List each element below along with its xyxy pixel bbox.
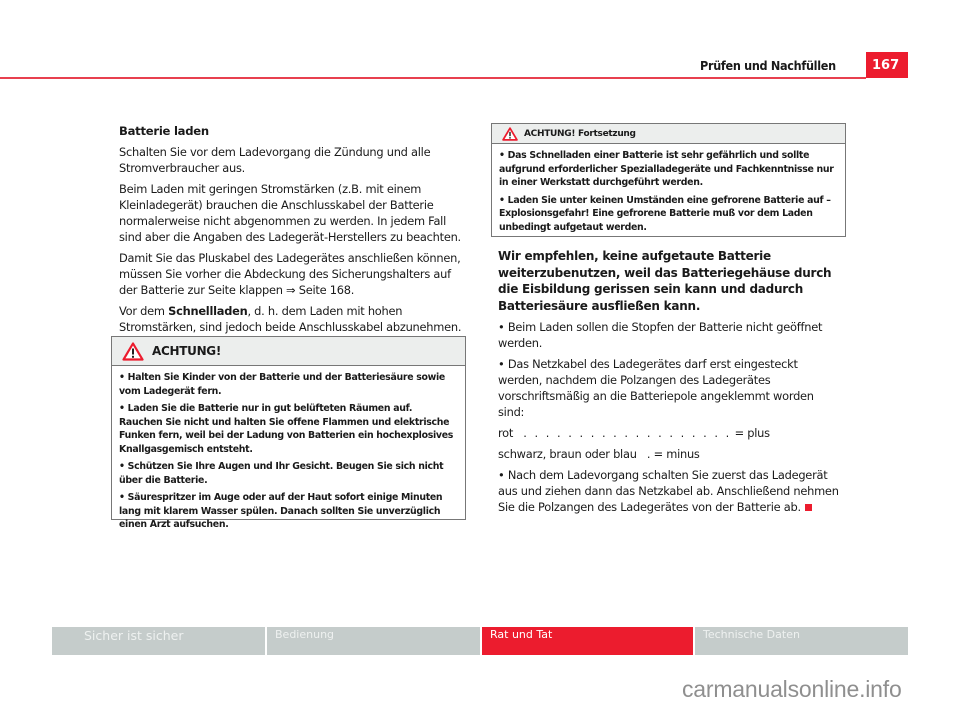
footer-tab-sicher-ist-sicher[interactable]: Sicher ist sicher bbox=[52, 627, 265, 655]
leader-dots: . . . . . . . . . . . . . . . . . . . bbox=[523, 426, 732, 440]
warning-item: • Schützen Sie Ihre Augen und Ihr Gesicht. Beugen Sie sich nicht über die Batterie. bbox=[119, 461, 444, 486]
bold-term: Schnellladen bbox=[168, 304, 248, 318]
text: • Nach dem Ladevorgang schalten Sie zuerst das Ladegerät aus und ziehen dann das Netzkabel ab. Anschließend nehmen Sie die Polzangen des Ladegerätes von der Batterie ab. bbox=[498, 468, 839, 514]
page-number: 167 bbox=[866, 52, 908, 78]
leader-dots: . bbox=[646, 447, 651, 461]
warning-title: ACHTUNG! Fortsetzung bbox=[524, 128, 636, 139]
end-of-section-icon bbox=[805, 504, 812, 511]
pole-label: rot bbox=[498, 426, 514, 440]
warning-triangle-icon bbox=[122, 342, 144, 361]
pole-row-black bbox=[498, 446, 843, 462]
warning-box bbox=[111, 336, 466, 530]
text: , d. h. dem Laden mit hohen Stromstärken, sind jedoch beide Anschlusskabel abzunehmen. bbox=[119, 304, 462, 334]
warning-header bbox=[112, 337, 465, 366]
pole-label: schwarz, braun oder blau bbox=[498, 447, 637, 461]
right-column bbox=[498, 248, 843, 520]
pole-row-red bbox=[498, 425, 843, 441]
warning-body bbox=[492, 144, 845, 242]
watermark: carmanualsonline.info bbox=[682, 676, 902, 702]
warning-item: • Halten Sie Kinder von der Batterie und der Batteriesäure sowie vom Ladegerät fern. bbox=[119, 372, 445, 397]
paragraph: Damit Sie das Pluskabel des Ladegerätes anschließen können, müssen Sie vorher die Abdeckung des Sicherungshalters auf der Batterie zur Seite klappen ⇒ Seite 168. bbox=[119, 251, 461, 297]
paragraph bbox=[498, 467, 843, 515]
paragraph: Beim Laden mit geringen Stromstärken (z.B. mit einem Kleinladegerät) brauchen die Anschlusskabel der Batterie normalerweise nicht abgenommen zu werden. In jedem Fall sind aber die Angaben des Ladegerät-Herstellers zu beachten. bbox=[119, 182, 461, 244]
warning-triangle-icon bbox=[502, 127, 518, 141]
warning-item: • Laden Sie die Batterie nur in gut belüfteten Räumen auf. Rauchen Sie nicht und halten Sie offene Flammen und elektrische Funken fern, weil bei der Ladung von Batterien ein hochexplosives Knallgasgemisch entsteht. bbox=[119, 403, 454, 455]
section-title: Prüfen und Nachfüllen bbox=[700, 58, 836, 73]
paragraph bbox=[119, 303, 464, 335]
warning-box-continued bbox=[491, 123, 846, 237]
warning-item: • Das Schnelladen einer Batterie ist sehr gefährlich und sollte aufgrund erforderlicher Spezialladegeräte und Fachkenntnisse nur in einer Werkstatt durchgeführt werden. bbox=[499, 150, 834, 188]
text: Vor dem bbox=[119, 304, 169, 318]
paragraph: Schalten Sie vor dem Ladevorgang die Zündung und alle Stromverbraucher aus. bbox=[119, 145, 431, 175]
footer-tab-rat-und-tat[interactable]: Rat und Tat bbox=[482, 627, 693, 655]
paragraph: • Das Netzkabel des Ladegerätes darf erst eingesteckt werden, nachdem die Polzangen des Ladegerätes vorschriftsmäßig an die Batteriepole angeklemmt worden sind: bbox=[498, 357, 814, 419]
pole-value: = minus bbox=[653, 447, 700, 461]
section-heading: Batterie laden bbox=[119, 124, 209, 138]
pole-value: = plus bbox=[734, 426, 770, 440]
warning-header bbox=[492, 124, 845, 144]
paragraph: • Beim Laden sollen die Stopfen der Batterie nicht geöffnet werden. bbox=[498, 320, 823, 350]
recommendation-heading: Wir empfehlen, keine aufgetaute Batterie weiterzubenutzen, weil das Batteriegehäuse durch die Eisbildung gerissen sein kann und dadurch Batteriesäure ausfließen kann. bbox=[498, 249, 832, 313]
footer-tab-bedienung[interactable]: Bedienung bbox=[267, 627, 480, 655]
header-divider bbox=[0, 77, 866, 79]
warning-item: • Laden Sie unter keinen Umständen eine gefrorene Batterie auf – Explosionsgefahr! Eine gefrorene Batterie muß vor dem Laden unbedingt aufgetaut werden. bbox=[499, 194, 831, 233]
warning-title: ACHTUNG! bbox=[152, 344, 222, 358]
warning-item: • Säurespritzer im Auge oder auf der Haut sofort einige Minuten lang mit klarem Wasser spülen. Danach sollten Sie unverzüglich einen Arzt aufsuchen. bbox=[119, 492, 443, 530]
warning-body bbox=[112, 366, 465, 540]
left-column bbox=[119, 123, 464, 340]
footer-tab-technische-daten[interactable]: Technische Daten bbox=[695, 627, 908, 655]
